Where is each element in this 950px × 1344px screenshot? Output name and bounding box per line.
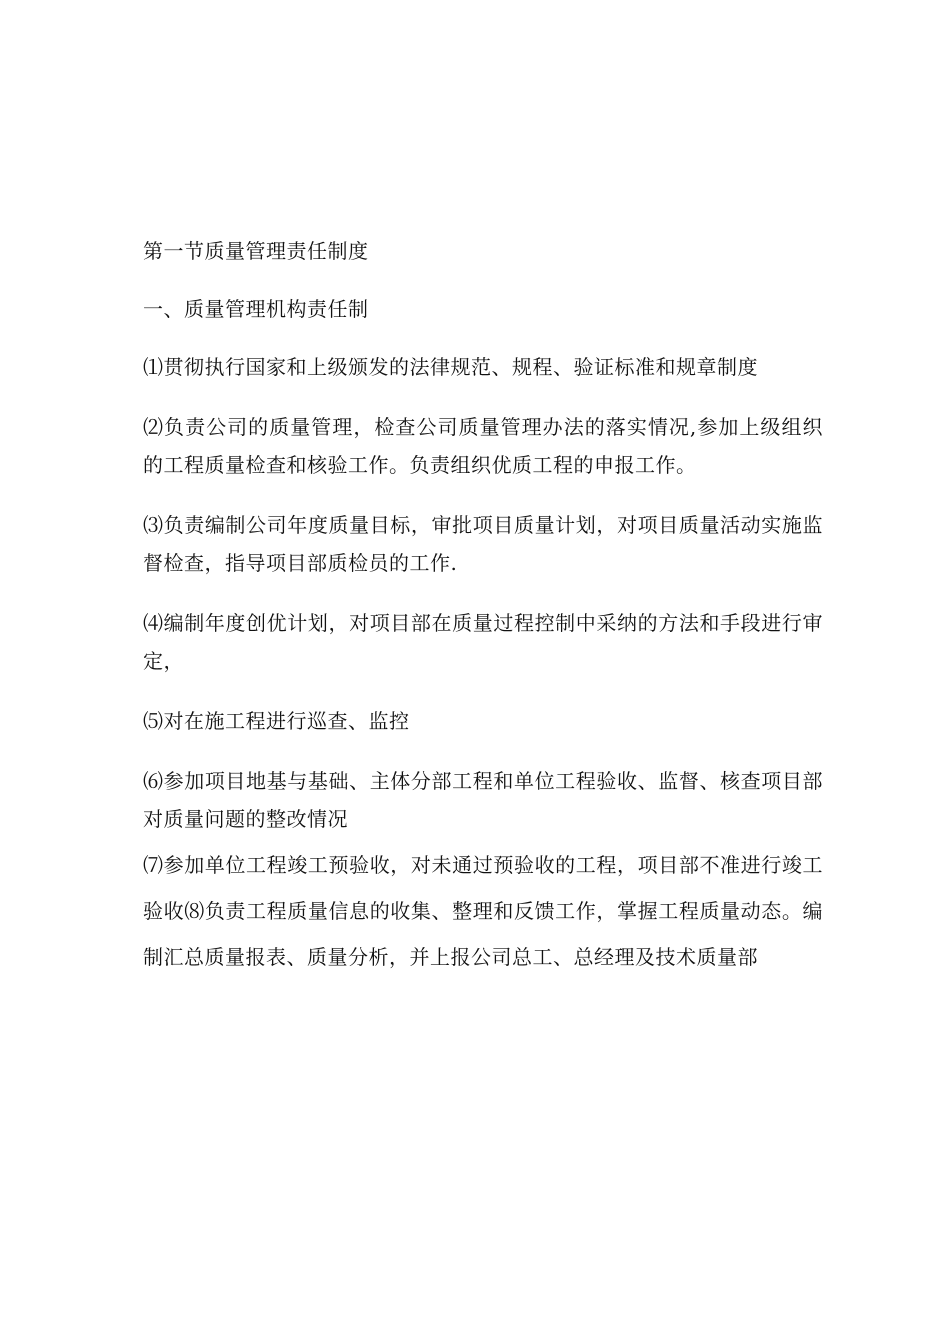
list-item: ⑴贯彻执行国家和上级颁发的法律规范、规程、验证标准和规章制度 xyxy=(143,355,758,379)
list-item: ⑹参加项目地基与基础、主体分部工程和单位工程验收、监督、核查项目部对质量问题的整改情况 xyxy=(143,769,823,831)
list-item: ⑷编制年度创优计划，对项目部在质量过程控制中采纳的方法和手段进行审定， xyxy=(143,611,823,673)
subsection-title: 一、质量管理机构责任制 xyxy=(143,297,369,321)
list-item: ⑵负责公司的质量管理，检查公司质量管理办法的落实情况,参加上级组织的工程质量检查和核验工作。负责组织优质工程的申报工作。 xyxy=(143,415,823,477)
document-body xyxy=(143,232,823,1002)
list-item: ⑺参加单位工程竣工预验收，对未通过预验收的工程，项目部不准进行竣工验收⑻负责工程质量信息的收集、整理和反馈工作，掌握工程质量动态。编制汇总质量报表、质量分析，并上报公司总工、总经理及技术质量部 xyxy=(143,853,823,969)
section-title: 第一节质量管理责任制度 xyxy=(143,239,369,263)
list-item: ⑸对在施工程进行巡查、监控 xyxy=(143,709,410,733)
list-item: ⑶负责编制公司年度质量目标，审批项目质量计划，对项目质量活动实施监督检查，指导项目部质检员的工作. xyxy=(143,513,823,575)
